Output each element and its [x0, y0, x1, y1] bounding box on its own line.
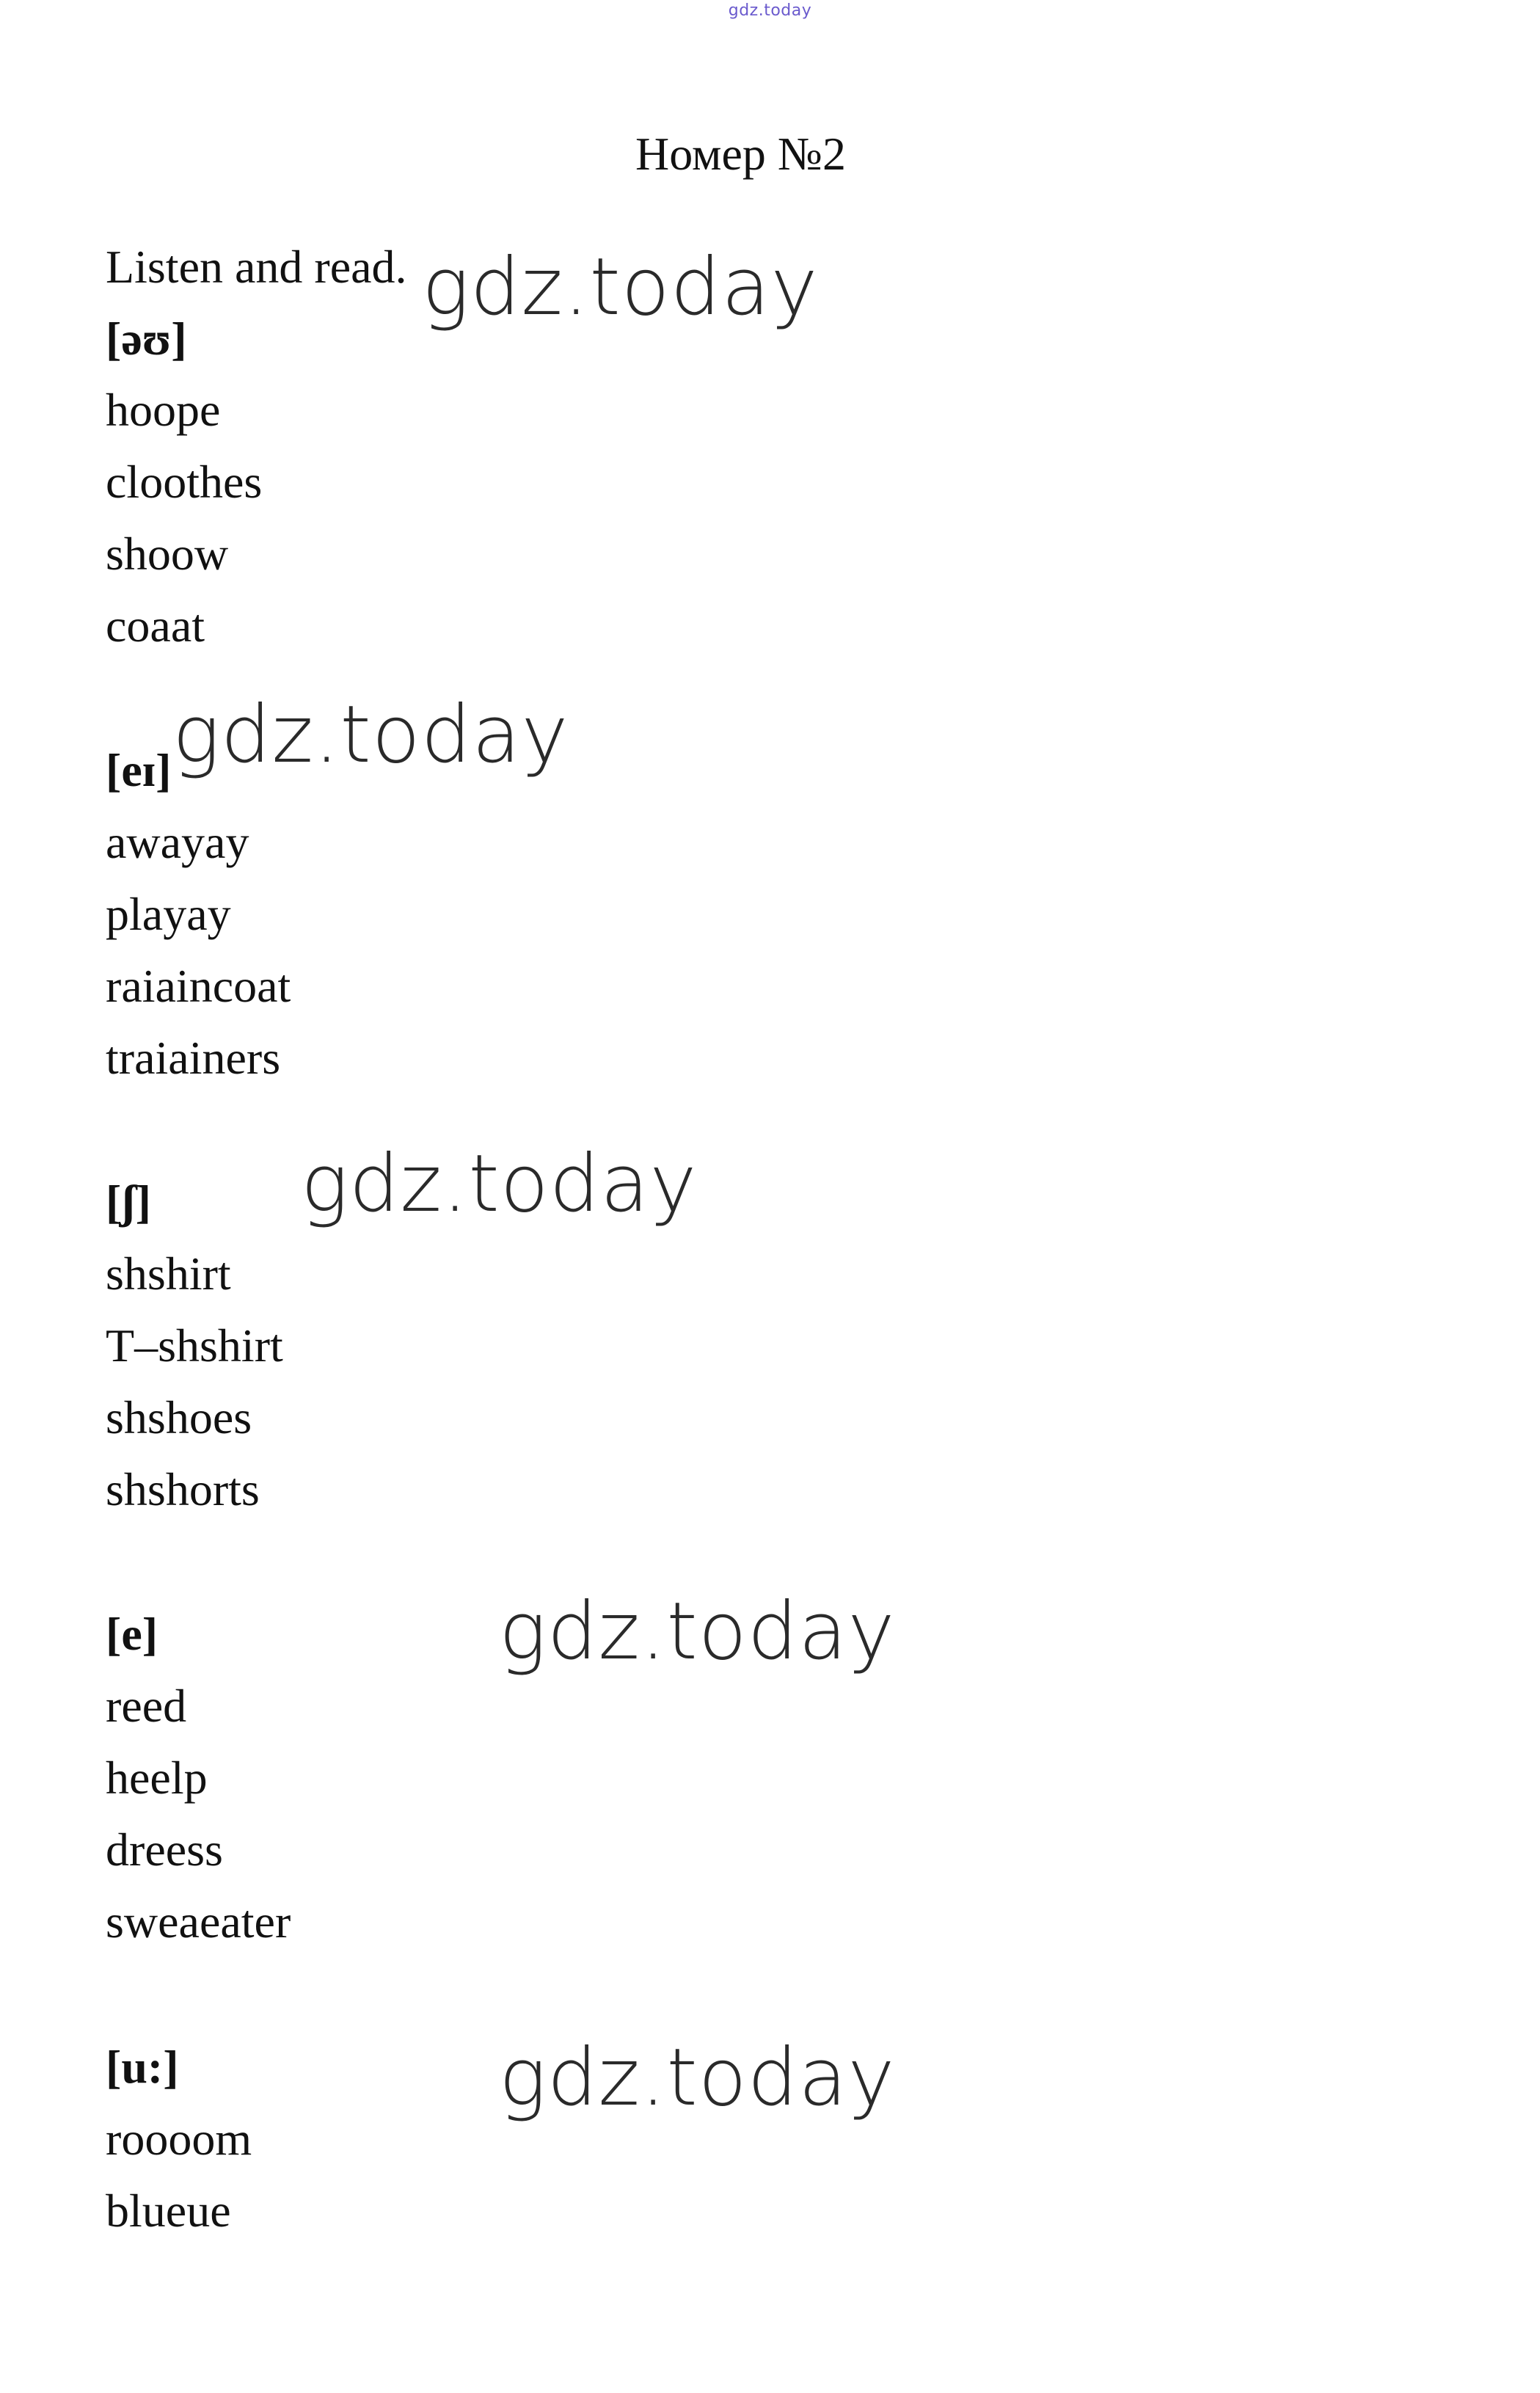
- sound-heading: [e]: [106, 1608, 158, 1660]
- word-item: shshoes: [106, 1391, 252, 1443]
- word-item: shshirt: [106, 1248, 231, 1300]
- word-item: roooom: [106, 2113, 252, 2165]
- sound-heading: [ʃ]: [106, 1176, 151, 1228]
- word-item: awayay: [106, 816, 249, 868]
- sound-heading: [u:]: [106, 2041, 179, 2093]
- word-item: shshorts: [106, 1463, 260, 1515]
- word-item: traiainers: [106, 1032, 281, 1084]
- watermark: gdz.today: [172, 689, 569, 781]
- word-item: hoope: [106, 384, 221, 436]
- watermark: gdz.today: [499, 1586, 896, 1678]
- word-item: playay: [106, 888, 231, 940]
- word-item: T–shshirt: [106, 1319, 283, 1372]
- sound-heading: [eɪ]: [106, 744, 172, 796]
- word-item: dreess: [106, 1824, 223, 1876]
- watermark: gdz.today: [422, 241, 819, 333]
- word-item: cloothes: [106, 456, 263, 508]
- word-item: coaat: [106, 600, 205, 652]
- watermark: gdz.today: [301, 1138, 698, 1230]
- site-mark: gdz.today: [728, 1, 812, 20]
- watermark: gdz.today: [499, 2032, 896, 2124]
- word-item: blueue: [106, 2185, 231, 2237]
- sound-heading: [əʊ]: [106, 313, 187, 365]
- word-item: raiaincoat: [106, 960, 291, 1012]
- word-item: reed: [106, 1680, 187, 1732]
- word-item: sweaeater: [106, 1895, 291, 1948]
- word-item: heelp: [106, 1752, 208, 1804]
- word-item: shoow: [106, 528, 229, 580]
- page-title: Номер №2: [635, 128, 846, 180]
- instruction-text: Listen and read.: [106, 241, 407, 293]
